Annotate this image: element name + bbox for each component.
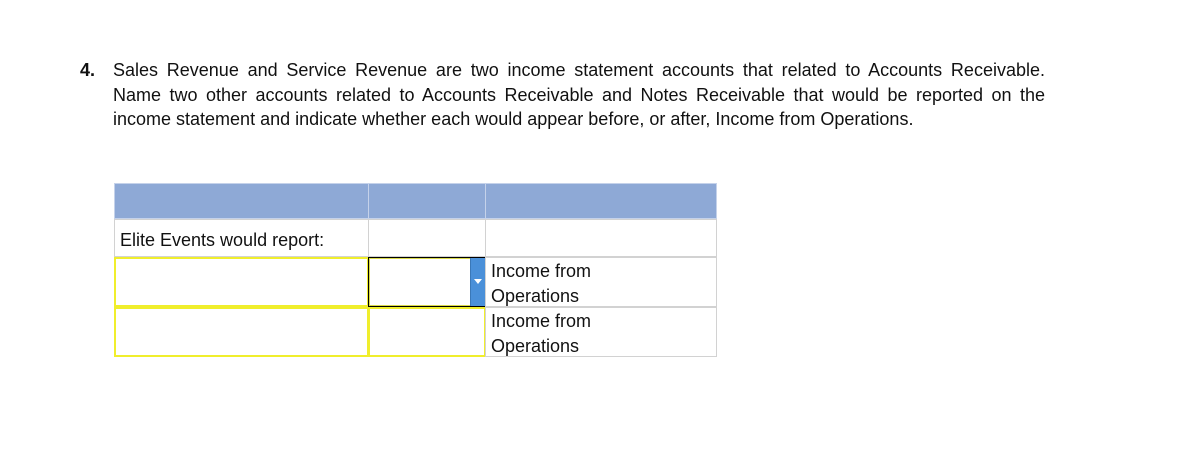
suffix-cell-1 (485, 257, 717, 307)
position-dropdown-1[interactable] (368, 257, 486, 307)
label-cell (114, 219, 369, 257)
suffix-text-1: Income from Operations (491, 261, 592, 306)
suffix-cell-2 (485, 307, 717, 357)
question-block (80, 58, 1045, 132)
dropdown-arrow-icon[interactable] (470, 258, 485, 306)
question-number: 4. (80, 60, 96, 80)
report-label: Elite Events would report: (120, 230, 325, 250)
position-dropdown-2[interactable] (368, 307, 486, 357)
account-input-1[interactable] (114, 257, 369, 307)
label-row-cell-3 (485, 219, 717, 257)
label-row-cell-2 (368, 219, 486, 257)
question-text: Sales Revenue and Service Revenue are two income statement accounts that related to Accounts Receivable. Name two other accounts related to Accounts Receivable and Notes Receivable that would be reported on the income statement and indicate whether each would appear before, or after, Income from Operations. (113, 60, 1045, 130)
header-cell-1 (114, 183, 369, 219)
header-cell-2 (368, 183, 486, 219)
suffix-text-2: Income from Operations (491, 311, 592, 356)
account-input-2[interactable] (114, 307, 369, 357)
header-cell-3 (485, 183, 717, 219)
answer-table (114, 183, 717, 357)
